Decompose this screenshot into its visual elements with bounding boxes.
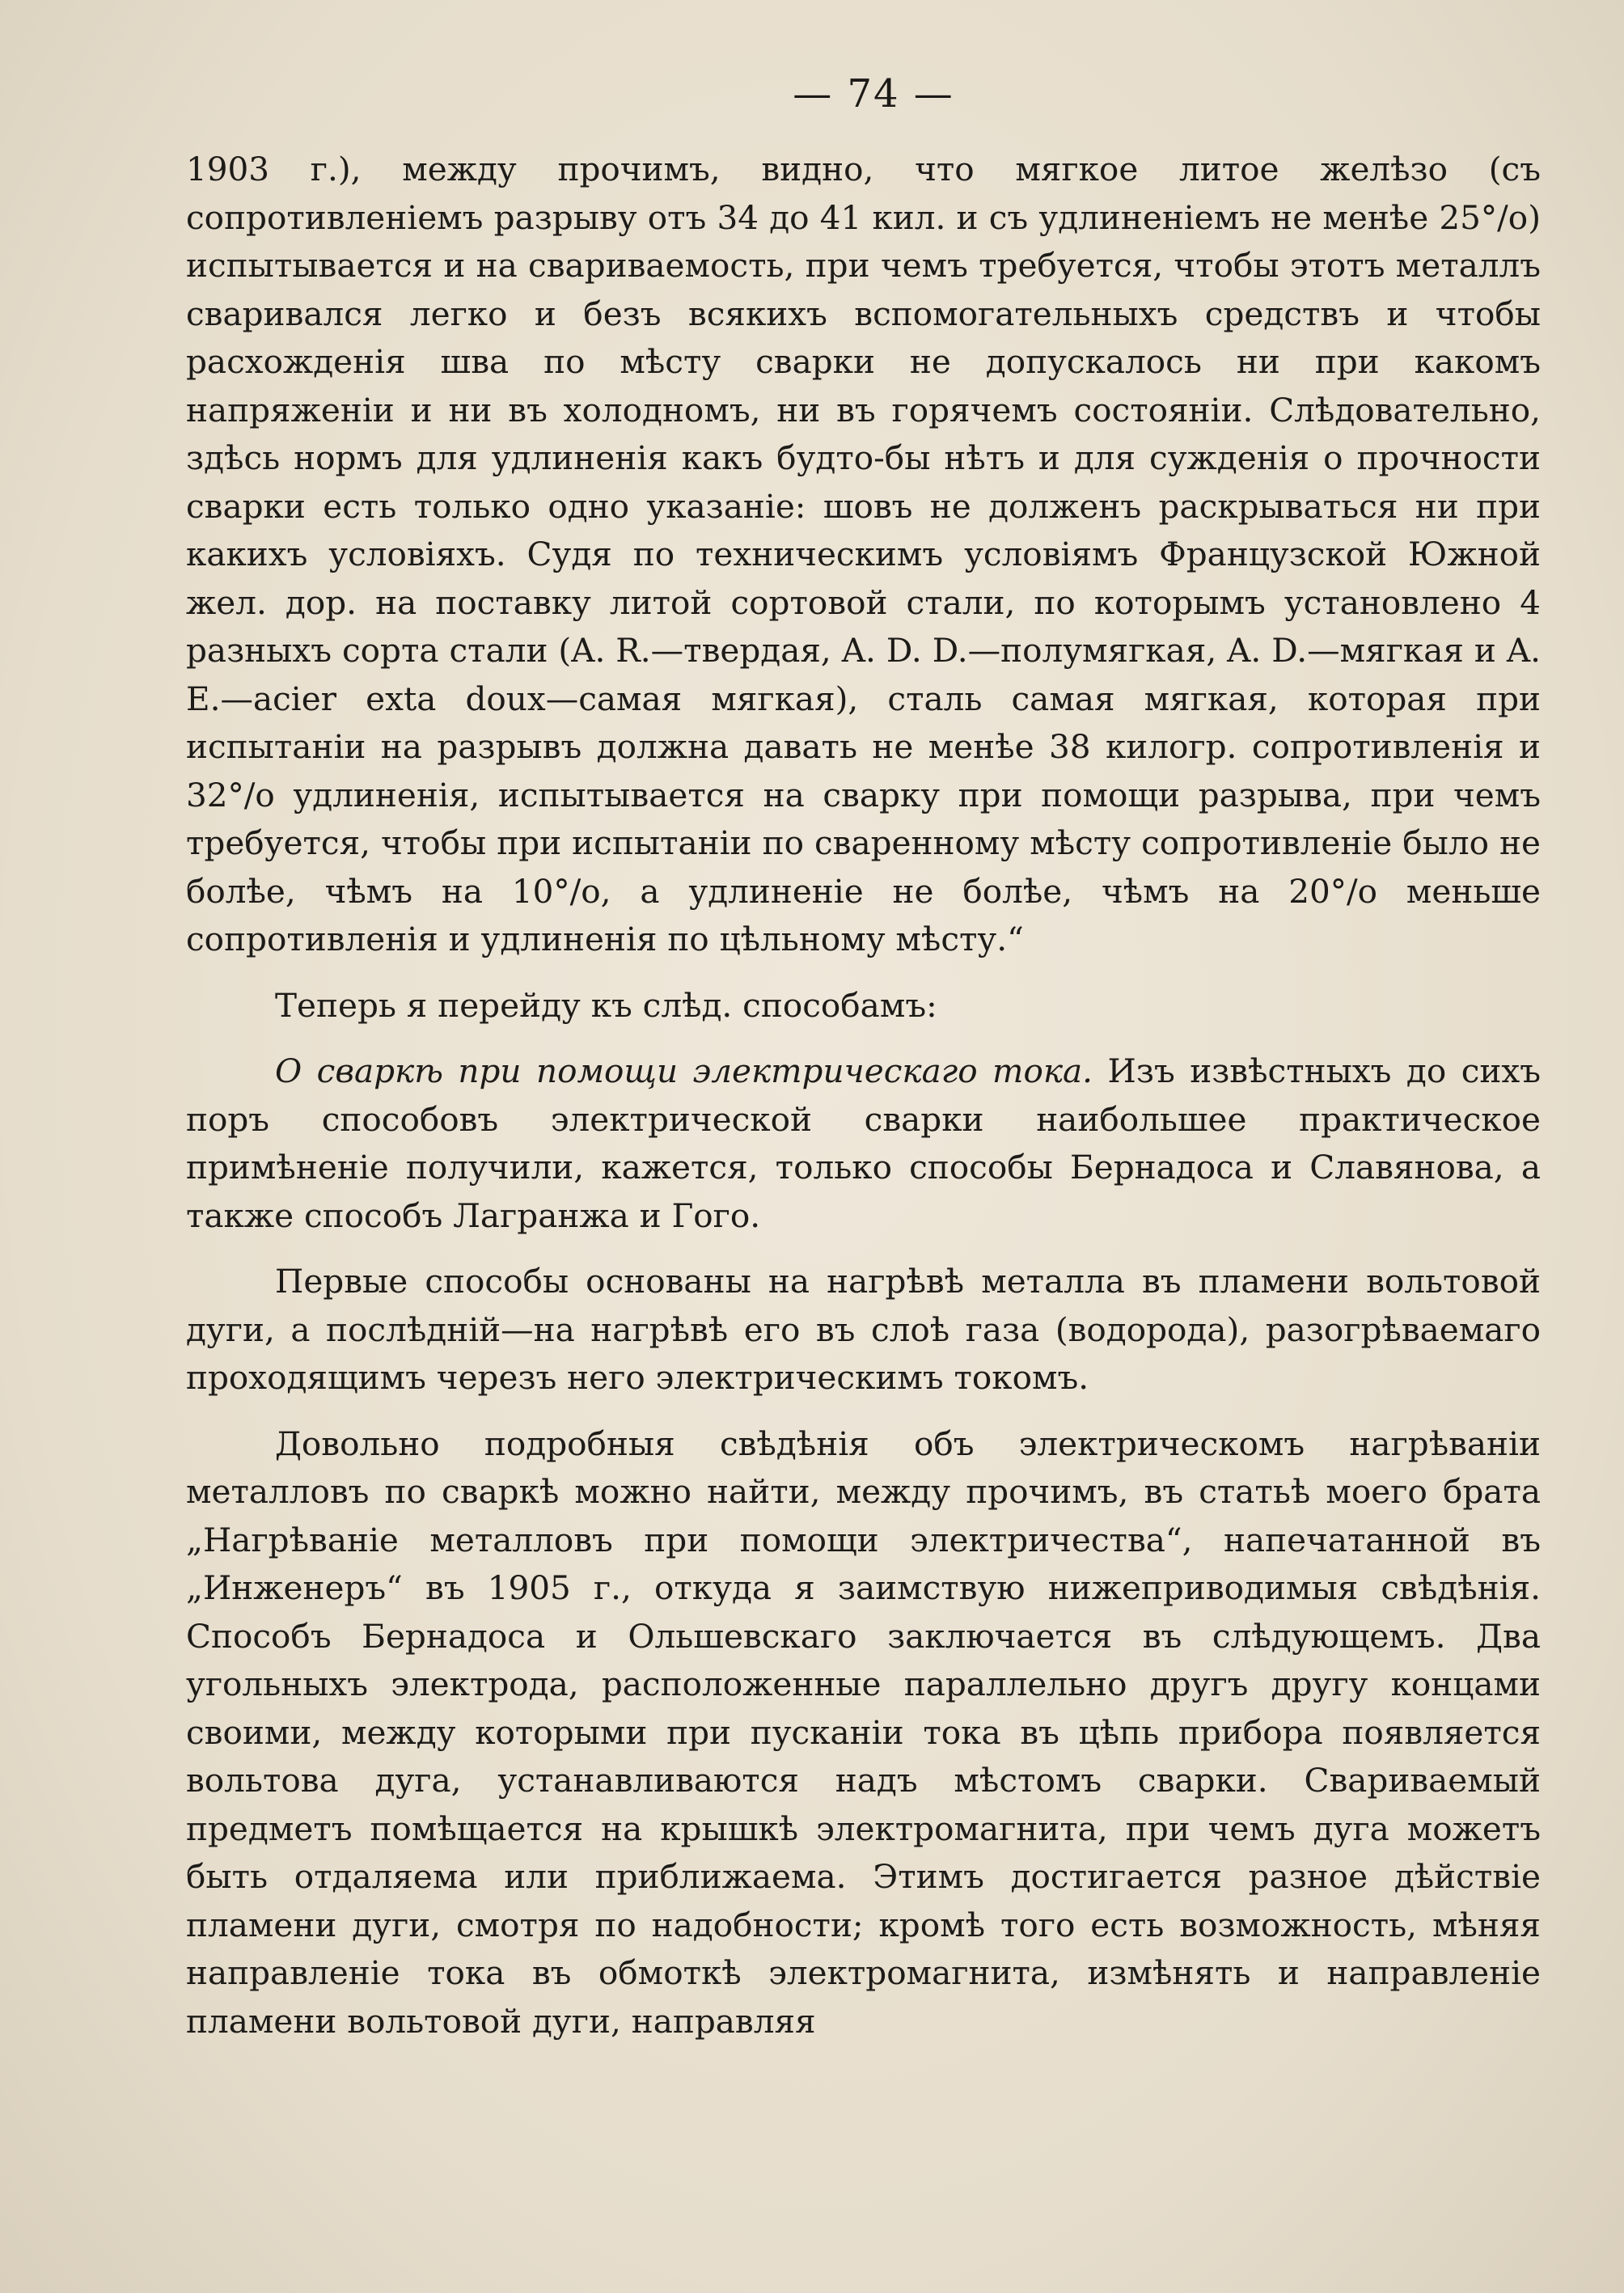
page-number: — 74 — xyxy=(793,71,954,116)
paragraph-methods-basis: Первые способы основаны на нагрѣвѣ металла въ пламени вольтовой дуги, а послѣдній—на нагрѣвѣ его въ слоѣ газа (водорода), разогрѣваемаго проходящимъ черезъ него электрическимъ токомъ. xyxy=(186,1262,1541,1397)
paragraph-continuation: 1903 г.), между прочимъ, видно, что мягкое литое желѣзо (съ сопротивленіемъ разрыву отъ 34 до 41 кил. и съ удлиненіемъ не менѣе 25°/o) испытывается и на свариваемость, при чемъ требуется, чтобы этотъ металлъ сваривался легко и безъ всякихъ вспомогательныхъ средствъ и чтобы расхожденія шва по мѣсту сварки не допускалось ни при какомъ напряженіи и ни въ холодномъ, ни въ горячемъ состояніи. Слѣдовательно, здѣсь нормъ для удлиненія какъ будто-бы нѣтъ и для сужденія о прочности сварки есть только одно указаніе: шовъ не долженъ раскрываться ни при какихъ условіяхъ. Судя по техническимъ условіямъ Французской Южной жел. дор. на поставку литой сортовой стали, по которымъ установлено 4 разныхъ сорта стали (A. R.—твердая, A. D. D.—полумягкая, A. D.—мягкая и A. E.—acier exta doux—самая мягкая), сталь самая мягкая, которая при испытаніи на разрывъ должна давать не менѣе 38 килогр. сопротивленія и 32°/o удлиненія, испытывается на сварку при помощи разрыва, при чемъ требуется, чтобы при испытаніи по сваренному мѣсту сопротивленіе было не болѣе, чѣмъ на 10°/o, а удлиненіе не болѣе, чѣмъ на 20°/o меньше сопротивленія и удлиненія по цѣльному мѣсту.“ xyxy=(186,150,1541,958)
paragraph-bernados-method: Довольно подробныя свѣдѣнія объ электрическомъ нагрѣваніи металловъ по сваркѣ можно найти, между прочимъ, въ статьѣ моего брата „Нагрѣваніе металловъ при помощи электричества“, напечатанной въ „Инженеръ“ въ 1905 г., откуда я заимствую нижеприводимыя свѣдѣнія. Способъ Бернадоса и Ольшевскаго заключается въ слѣдующемъ. Два угольныхъ электрода, расположенные параллельно другъ другу концами своими, между которыми при пусканіи тока въ цѣпь прибора появляется вольтова дуга, устанавливаются надъ мѣстомъ сварки. Свариваемый предметъ помѣщается на крышкѣ электромагнита, при чемъ дуга можетъ быть отдаляема или приближаема. Этимъ достигается разное дѣйствіе пламени дуги, смотря по надобности; кромѣ того есть возможность, мѣняя направленіе тока въ обмоткѣ электромагнита, измѣнять и направленіе пламени вольтовой дуги, направляя xyxy=(186,1424,1541,2041)
paragraph-electric-welding-text: Изъ извѣстныхъ до сихъ поръ способовъ электрической сварки наибольшее практическое примѣненіе получили, кажется, только способы Бернадоса и Славянова, а также способъ Лагранжа и Гого. xyxy=(186,1051,1541,1235)
section-heading-italic: О сваркѣ при помощи электрическаго тока. xyxy=(275,1051,1093,1090)
paragraph-electric-welding xyxy=(186,1047,1541,1240)
paragraph-transition: Теперь я перейду къ слѣд. способамъ: xyxy=(275,985,937,1025)
body-text xyxy=(186,146,1541,2063)
